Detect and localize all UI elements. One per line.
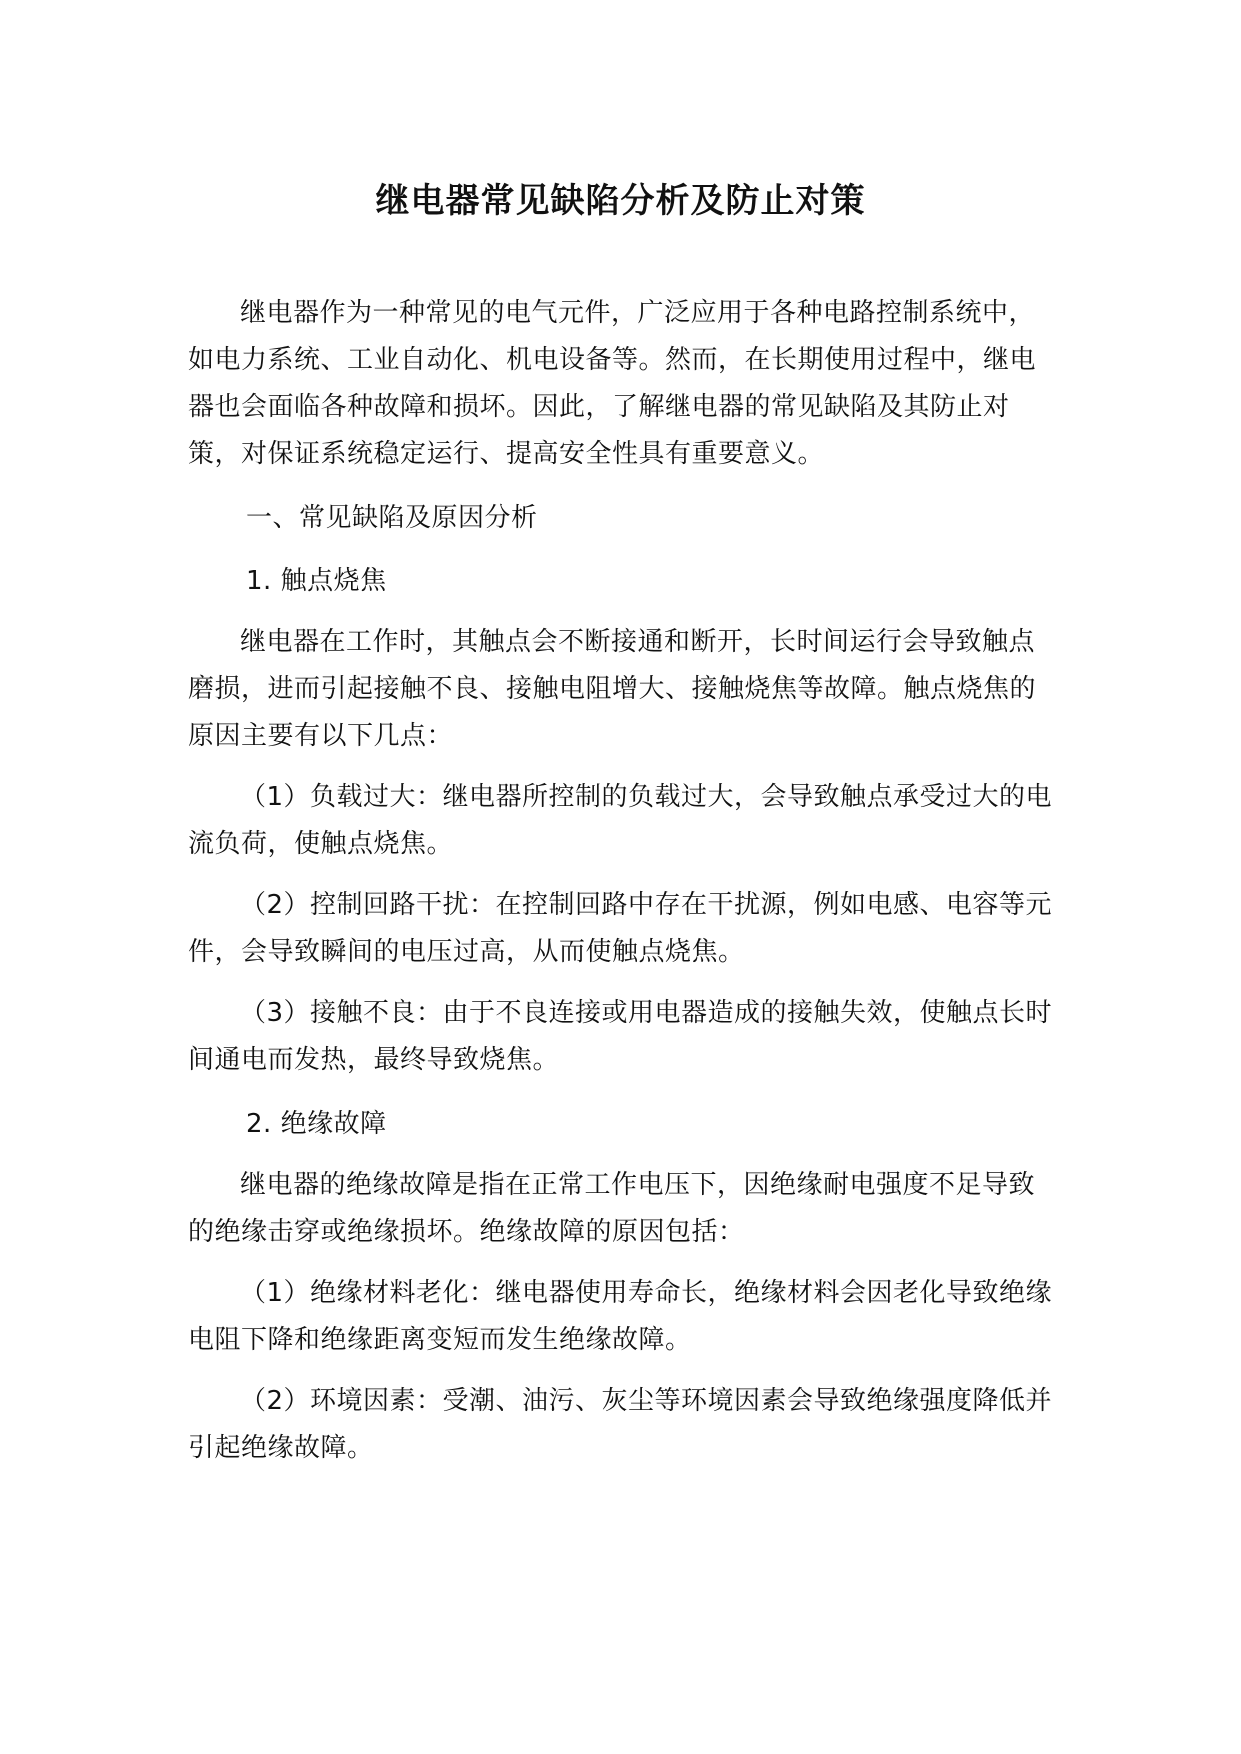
paragraph-contact-burn: 继电器在工作时，其触点会不断接通和断开，长时间运行会导致触点磨损，进而引起接触不良、接触电阻增大、接触烧焦等故障。触点烧焦的原因主要有以下几点： — [188, 627, 1037, 751]
paragraph-poor-contact: （3）接触不良：由于不良连接或用电器造成的接触失效，使触点长时间通电而发热，最终导致烧焦。 — [188, 998, 1053, 1075]
paragraph-control-interference: （2）控制回路干扰：在控制回路中存在干扰源，例如电感、电容等元件，会导致瞬间的电压过高，从而使触点烧焦。 — [188, 890, 1053, 967]
paragraph-environment: （2）环境因素：受潮、油污、灰尘等环境因素会导致绝缘强度降低并引起绝缘故障。 — [188, 1386, 1053, 1463]
section-heading-1: 一、常见缺陷及原因分析 — [246, 503, 538, 533]
subsection-heading-contact-burn: 1. 触点烧焦 — [246, 566, 387, 596]
page-title: 继电器常见缺陷分析及防止对策 — [375, 181, 866, 221]
document-body — [188, 290, 1058, 1472]
subsection-heading-insulation-fault: 2. 绝缘故障 — [246, 1109, 387, 1139]
intro-paragraph: 继电器作为一种常见的电气元件，广泛应用于各种电路控制系统中，如电力系统、工业自动化、机电设备等。然而，在长期使用过程中，继电器也会面临各种故障和损坏。因此，了解继电器的常见缺陷及其防止对策，对保证系统稳定运行、提高安全性具有重要意义。 — [188, 298, 1037, 469]
paragraph-insulation-aging: （1）绝缘材料老化：继电器使用寿命长，绝缘材料会因老化导致绝缘电阻下降和绝缘距离变短而发生绝缘故障。 — [188, 1278, 1053, 1355]
paragraph-insulation-fault: 继电器的绝缘故障是指在正常工作电压下，因绝缘耐电强度不足导致的绝缘击穿或绝缘损坏。绝缘故障的原因包括： — [188, 1170, 1036, 1247]
paragraph-overload: （1）负载过大：继电器所控制的负载过大，会导致触点承受过大的电流负荷，使触点烧焦。 — [188, 782, 1053, 859]
